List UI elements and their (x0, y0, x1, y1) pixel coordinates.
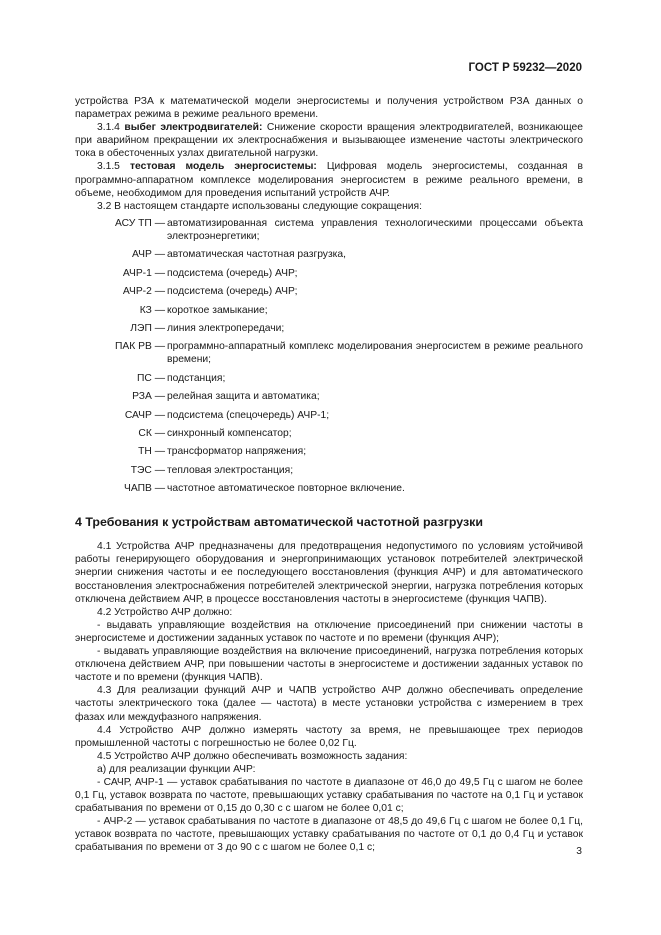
abbreviation-definition: тепловая электростанция; (167, 464, 294, 476)
abbreviation-definition: автоматическая частотная разгрузка, (167, 249, 346, 261)
list-item: - выдавать управляющие воздействия на включение присоединений, нагрузка потребления которых отключена действием АЧР, при повышении частоты в энергосистеме и достижении заданных уставок по частоте и по времени (функция ЧАПВ). (75, 646, 583, 684)
paragraph-continuation: устройства РЗА к математической модели энергосистемы и получения устройством РЗА данных о параметрах режима в режиме реального времени. (75, 96, 583, 121)
definition-term: выбег электродвигателей: (124, 122, 263, 134)
abbreviation-definition: автоматизированная система управления технологическими процессами объекта электроэнергетики; (167, 217, 583, 242)
list-item: - выдавать управляющие воздействия на отключение присоединений при снижении частоты в энергосистеме и достижении заданных уставок по частоте и по времени (функция АЧР); (75, 619, 583, 644)
abbreviation-row (75, 427, 583, 440)
definition-number: 3.1.4 (97, 122, 125, 134)
abbreviation-row (75, 304, 583, 317)
paragraph-4-4: 4.4 Устройство АЧР должно измерять частоту за время, не превышающее трех периодов промышленной частоты с погрешностью не более 0,02 Гц. (75, 724, 583, 749)
abbreviation-definition: короткое замыкание; (167, 304, 268, 316)
definition-text: Снижение скорости вращения электродвигателей, возникающее при аварийном прекращении их электроснабжения и вызывающее изменение частоты электрического тока в обесточенных узлах двигательной нагрузки. (75, 122, 584, 160)
abbreviation-row (75, 267, 583, 280)
paragraph-4-3: 4.3 Для реализации функций АЧР и ЧАПВ устройство АЧР должно обеспечивать определение частоты электрического тока (далее — частота) в месте установки устройства с измерением в трех фазах или междуфазного напряжения. (75, 685, 583, 723)
abbreviations-intro: 3.2 В настоящем стандарте использованы следующие сокращения: (97, 200, 422, 212)
abbreviation-row (75, 464, 583, 477)
abbreviation-term: ЧАПВ — (123, 483, 165, 495)
abbreviation-row (75, 285, 583, 298)
abbreviations-list (75, 217, 583, 495)
abbreviation-term: КЗ — (139, 304, 165, 316)
abbreviation-definition: подсистема (очередь) АЧР; (167, 267, 298, 279)
abbreviation-term: ПС — (137, 372, 165, 384)
abbreviation-row (75, 409, 583, 422)
abbreviation-term: АЧР — (132, 249, 165, 261)
abbreviation-row (75, 322, 583, 335)
abbreviation-definition: релейная защита и автоматика; (167, 391, 320, 403)
document-header-id: ГОСТ Р 59232—2020 (468, 62, 582, 74)
abbreviation-term: РЗА — (132, 391, 165, 403)
list-item: - САЧР, АЧР-1 — уставок срабатывания по частоте в диапазоне от 46,0 до 49,5 Гц с шагом не более 0,1 Гц, уставок возврата по частоте, превышающих уставку срабатывания по частоте на 0,1 Гц и уставок срабатывания по времени от 0,15 до 0,30 с с шагом не более 0,01 с; (75, 776, 583, 815)
list-item: - АЧР-2 — уставок срабатывания по частоте в диапазоне от 48,5 до 49,6 Гц с шагом не более 0,1 Гц, уставок возврата по частоте, превышающих уставку срабатывания по частоте от 0,1 до 0,4 Гц и уставок срабатывания по времени от 3 до 90 с с шагом не более 0,1 с; (75, 816, 583, 854)
abbreviation-definition: подстанция; (167, 372, 226, 384)
abbreviation-row (75, 340, 583, 366)
abbreviation-row (75, 217, 583, 243)
definition-3-1-4 (75, 121, 583, 160)
abbreviation-term: ЛЭП — (130, 322, 165, 334)
list-item: а) для реализации функции АЧР: (97, 763, 256, 775)
paragraph-4-5: 4.5 Устройство АЧР должно обеспечивать возможность задания: (97, 750, 408, 762)
abbreviation-definition: частотное автоматическое повторное включение. (167, 483, 405, 495)
abbreviation-definition: программно-аппаратный комплекс моделирования энергосистем в режиме реального времени; (167, 341, 583, 366)
abbreviation-term: АСУ ТП — (115, 217, 165, 229)
definition-3-1-5 (75, 160, 583, 199)
abbreviation-term: ПАК РВ — (114, 341, 165, 353)
document-body (75, 95, 583, 855)
abbreviation-term: АЧР-2 — (122, 286, 165, 298)
abbreviation-row (75, 482, 583, 495)
definition-number: 3.1.5 (97, 161, 130, 173)
definition-term: тестовая модель энергосистемы: (129, 161, 317, 173)
abbreviation-term: ТН — (138, 446, 165, 458)
abbreviation-term: АЧР-1 — (122, 267, 165, 279)
abbreviation-definition: линия электропередачи; (167, 322, 285, 334)
abbreviation-term: СК — (138, 427, 165, 439)
definition-text: Цифровая модель энергосистемы, созданная в программно-аппаратном комплексе моделирования энергосистем в режиме реального времени, в объеме, необходимом для проведения испытаний устройств АЧР. (75, 161, 584, 199)
abbreviation-term: САЧР — (124, 409, 165, 421)
abbreviation-term: ТЭС — (130, 464, 165, 476)
section-heading: 4 Требования к устройствам автоматической частотной разгрузки (75, 515, 483, 530)
abbreviation-definition: подсистема (очередь) АЧР; (167, 286, 298, 298)
abbreviation-row (75, 372, 583, 385)
paragraph-4-2: 4.2 Устройство АЧР должно: (97, 606, 233, 618)
abbreviation-definition: подсистема (спецочередь) АЧР-1; (167, 409, 330, 421)
paragraph-4-1: 4.1 Устройства АЧР предназначены для предотвращения недопустимого по условиям устойчивой работы генерирующего оборудования и энергопринимающих установок потребителей электрической энергии снижения частоты и ее последующего восстановления (функция АЧР) и для автоматического восстановления электроснабжения потребителей электрической энергии, нагрузка потребления которых отключена действием АЧР, в процессе восстановления частоты в энергосистеме (функция ЧАПВ). (75, 541, 583, 605)
abbreviation-row (75, 445, 583, 458)
abbreviation-row (75, 390, 583, 403)
abbreviation-definition: синхронный компенсатор; (167, 427, 292, 439)
abbreviation-definition: трансформатор напряжения; (167, 446, 307, 458)
page-number: 3 (576, 846, 582, 857)
abbreviation-row (75, 248, 583, 261)
